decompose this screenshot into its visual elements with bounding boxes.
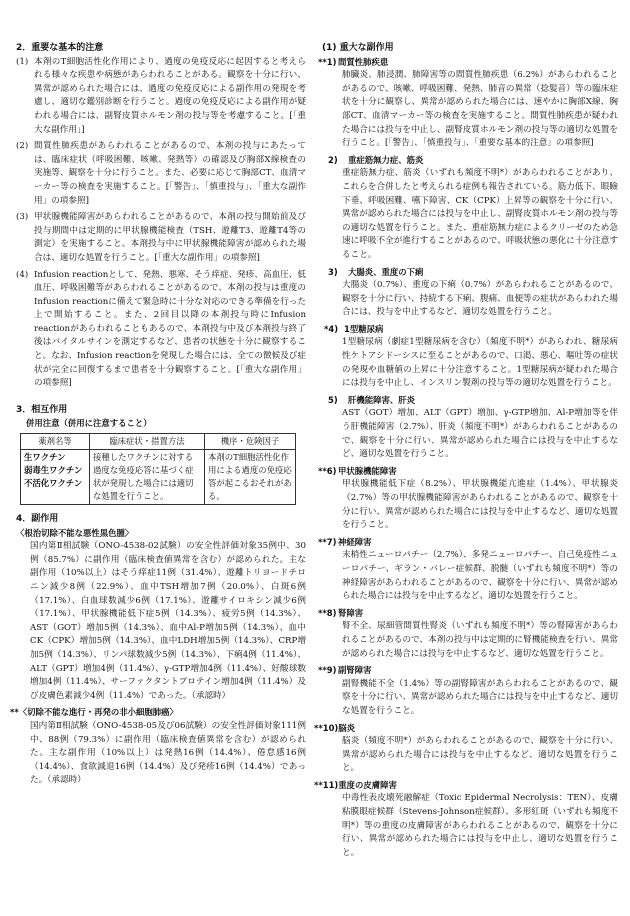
nsclc-subtitle <box>10 706 306 720</box>
item-title: 甲状腺機能障害 <box>338 465 397 476</box>
nsclc-subtitle-text: 〈切除不能な進行・再発の非小細胞肺癌〉 <box>18 707 178 718</box>
item-heading <box>318 323 618 337</box>
item-mark: **10) <box>314 722 339 733</box>
item-text: 末梢性ニューロパチー（2.7%）、多発ニューロパチー、自己免疫性ニューロパチー、ギラン・バレー症候群、脱髄（いずれも頻度不明*）等の神経障害があらわれることがあるので、観察を十分に行い、異常が認められた場合には投与を中止するなど、適切な処置を行うこと。 <box>342 550 618 602</box>
item-text: 1型糖尿病（劇症1型糖尿病を含む）（頻度不明*）があらわれ、糖尿病性ケトアシドーシスに至ることがあるので、口渇、悪心、嘔吐等の症状の発現や血糖値の上昇に十分注意すること。1型糖尿病が疑われた場合には投与を中止し、インスリン製剤の投与等の適切な処置を行うこと。 <box>342 337 618 389</box>
item-text: 中毒性表皮壊死融解症（Toxic Epidermal Necrolysis：TEN）、皮膚粘膜眼症候群（Stevens-Johnson症候群）、多形紅斑（いずれも頻度不明*）等の重度の皮膚障害があらわれることがあるので、観察を十分に行い、異常が認められた場合には投与を中止し、適切な処置を行うこと。 <box>342 793 618 858</box>
item-text: Infusion reactionとして、発熱、悪寒、そう痒症、発疹、高血圧、低血圧、呼吸困難等があらわれることがあるので、本剤の投与は重度のInfusion reactionに備えて緊急時に十分な対応のできる準備を行った上で開始すること。また、2回目以降の本剤投与時にInfusion reactionがあらわれることもあるので、本剤投与中及び本剤投与終了後はバイタルサインを測定するなど、患者の状態を十分に観察すること。なお、Infusion reactionを発現した場合には、全ての徴候及び症状が完全に回復するまで患者を十分観察すること。[「重大な副作用」の項参照] <box>34 269 306 389</box>
adverse-item <box>318 56 618 151</box>
list-item <box>16 211 306 265</box>
item-mark: *4) <box>324 323 339 334</box>
item-heading <box>318 394 618 408</box>
item-heading <box>318 154 618 168</box>
item-text: 重症筋無力症、筋炎（いずれも頻度不明*）があらわれることがあり、これらを合併したと考えられる症例も報告されている。筋力低下、眼瞼下垂、呼吸困難、嚥下障害、CK（CPK）上昇等の観察を十分に行い、異常が認められた場合には投与を中止し、副腎皮質ホルモン剤の投与等の適切な処置を行うこと。また、重症筋無力症によるクリーゼのため急速に呼吸不全が進行することがあるので、呼吸状態の悪化に十分注意すること。 <box>342 168 618 260</box>
item-title: 1型糖尿病 <box>344 323 384 334</box>
item-text: 大腸炎（0.7%）、重度の下痢（0.7%）があらわれることがあるので、観察を十分に行い、持続する下痢、腹痛、血便等の症状があらわれた場合には、投与を中止するなど、適切な処置を行うこと。 <box>342 280 618 318</box>
list-item <box>16 269 306 391</box>
item-text: 副腎機能不全（1.4%）等の副腎障害があらわれることがあるので、観察を十分に行い、異常が認められた場合には投与を中止するなど、適切な処置を行うこと。 <box>342 678 618 716</box>
item-mark: **8) <box>318 607 337 618</box>
item-heading <box>314 722 618 736</box>
adverse-item <box>318 465 618 533</box>
item-title: 肝機能障害、肝炎 <box>348 394 415 405</box>
item-title: 神経障害 <box>338 536 372 547</box>
column-header: 薬剤名等 <box>21 434 90 450</box>
adverse-item <box>318 394 618 462</box>
right-column <box>314 40 618 863</box>
column-header: 機序・危険因子 <box>205 434 296 450</box>
item-text: 間質性肺疾患があらわれることがあるので、本剤の投与にあたっては、臨床症状（呼吸困難、咳嗽、発熱等）の確認及び胸部X線検査の実施等、観察を十分に行うこと。また、必要に応じて胸部CT、血清マーカー等の検査を実施すること。[「警告」、「慎重投与」、「重大な副作用」の項参照] <box>34 141 306 206</box>
adverse-item <box>318 154 618 263</box>
revision-mark: ** <box>10 707 19 718</box>
drug-cell: 生ワクチン 弱毒生ワクチン 不活化ワクチン <box>21 450 90 505</box>
adverse-item <box>318 536 618 604</box>
item-text: 脳炎（頻度不明*）があらわれることがあるので、観察を十分に行い、異常が認められた場合には投与を中止するなど、適切な処置を行うこと。 <box>342 736 618 774</box>
item-title: 腎障害 <box>338 607 364 618</box>
item-number: (3) <box>16 212 29 223</box>
item-number: (2) <box>16 141 29 152</box>
section-3-title: 3．相互作用 <box>16 404 68 415</box>
list-item <box>16 140 306 208</box>
item-heading <box>318 465 618 479</box>
symptom-cell: 接種したワクチンに対する過度な免疫応答に基づく症状が発現した場合には適切な処置を行うこと。 <box>90 450 205 505</box>
item-heading <box>314 779 618 793</box>
section-2-list <box>16 56 306 391</box>
item-heading <box>318 56 618 70</box>
table-row <box>21 450 296 505</box>
interaction-table <box>20 433 296 505</box>
item-mark: 5) <box>328 394 338 405</box>
section-2-title: 2．重要な基本的注意 <box>16 43 104 53</box>
melanoma-subtitle: 〈根治切除不能な悪性黒色腫〉 <box>16 527 134 538</box>
section-3-subtitle: 併用注意（併用に注意すること） <box>26 418 152 429</box>
item-title: 副腎障害 <box>338 665 372 676</box>
nsclc-text: 国内第Ⅱ相試験（ONO-4538-05及び06試験）の安全性評価対象111例中、88例（79.3%）に副作用（臨床検査値異常を含む）が認められた。主な副作用（10%以上）は発熱16例（14.4%）、倦怠感16例（14.4%）、食欲減退16例（14.4%）及び発疹16例（14.4%）であった。（承認時） <box>30 720 306 786</box>
item-text: 甲状腺機能低下症（8.2%）、甲状腺機能亢進症（1.4%）、甲状腺炎（2.7%）等の甲状腺機能障害があらわれることがあるので、観察を十分に行い、異常が認められた場合には投与を中止するなど、適切な処置を行うこと。 <box>342 479 618 531</box>
item-number: (4) <box>16 269 29 280</box>
item-heading <box>318 664 618 678</box>
serious-adverse-title: (1) 重大な副作用 <box>322 43 394 53</box>
item-title: 重度の皮膚障害 <box>338 779 397 790</box>
item-title: 大腸炎、重度の下痢 <box>348 266 424 277</box>
item-text: 肺臓炎、肺浸潤、肺障害等の間質性肺疾患（6.2%）があらわれることがあるので、咳嗽、呼吸困難、発熱、肺音の異常（捻髪音）等の臨床症状を十分に観察し、異常が認められた場合には、速やかに胸部X線、胸部CT、血清マーカー等の検査を実施すること。間質性肺疾患が疑われた場合には投与を中止し、副腎皮質ホルモン剤の投与等の適切な処置を行うこと。[「警告」、「慎重投与」、「重要な基本的注意」の項参照] <box>342 70 618 149</box>
item-text: 腎不全、尿細管間質性腎炎（いずれも頻度不明*）等の腎障害があらわれることがあるので、本剤の投与中は定期的に腎機能検査を行い、異常が認められた場合には投与を中止するなど、適切な処置を行うこと。 <box>342 621 618 659</box>
table-header-row <box>21 434 296 450</box>
adverse-item <box>314 722 618 776</box>
item-number: (1) <box>16 56 29 67</box>
item-mark: **7) <box>318 536 337 547</box>
adverse-item <box>318 266 618 320</box>
mechanism-cell: 本剤のT細胞活性化作用による過度の免疫応答が起こるおそれがある。 <box>205 450 296 505</box>
item-title: 間質性肺疾患 <box>338 56 389 67</box>
section-4-title: 4．副作用 <box>16 514 59 525</box>
column-header: 臨床症状・措置方法 <box>90 434 205 450</box>
item-mark: 3) <box>328 266 338 277</box>
item-mark: 2) <box>328 154 338 165</box>
melanoma-text: 国内第Ⅱ相試験（ONO-4538-02試験）の安全性評価対象35例中、30例（85.7%）に副作用（臨床検査値異常を含む）が認められた。主な副作用（10%以上）はそう痒症11例（31.4%）、遊離トリヨードチロニン減少8例（22.9%）、血中TSH増加7例（20.0%）、白斑6例（17.1%）、白血球数減少6例（17.1%）、遊離サイロキシン減少6例（17.1%）、甲状腺機能低下症5例（14.3%）、疲労5例（14.3%）、AST（GOT）増加5例（14.3%）、血中Al-P増加5例（14.3%）、血中CK（CPK）増加5例（14.3%）、血中LDH増加5例（14.3%）、CRP増加5例（14.3%）、リンパ球数減少5例（14.3%）、下痢4例（11.4%）、ALT（GPT）増加4例（11.4%）、γ-GTP増加4例（11.4%）、好酸球数増加4例（11.4%）、サーファクタントプロテイン増加4例（11.4%）及び皮膚色素減少4例（11.4%）であった。（承認時） <box>30 541 306 701</box>
item-heading <box>318 536 618 550</box>
item-mark: **6) <box>318 465 337 476</box>
left-column <box>10 40 306 791</box>
item-mark: **1) <box>318 56 337 67</box>
item-heading <box>318 266 618 280</box>
item-text: AST（GOT）増加、ALT（GPT）増加、γ-GTP増加、Al-P増加等を伴う肝機能障害（2.7%）、肝炎（頻度不明*）があらわれることがあるので、観察を十分に行い、異常が認められた場合には投与を中止するなど、適切な処置を行うこと。 <box>342 408 618 460</box>
list-item <box>16 56 306 138</box>
adverse-item <box>314 779 618 861</box>
adverse-item <box>318 607 618 661</box>
item-title: 重症筋無力症、筋炎 <box>348 154 424 165</box>
item-mark: **11) <box>314 779 339 790</box>
item-title: 脳炎 <box>338 722 355 733</box>
adverse-item <box>318 664 618 718</box>
item-heading <box>318 607 618 621</box>
item-text: 甲状腺機能障害があらわれることがあるので、本剤の投与開始前及び投与期間中は定期的に甲状腺機能検査（TSH、遊離T3、遊離T4等の測定）を実施すること。本剤投与中に甲状腺機能障害が認められた場合は、適切な処置を行うこと。[「重大な副作用」の項参照] <box>34 212 306 263</box>
item-mark: **9) <box>318 665 337 676</box>
item-text: 本剤のT細胞活性化作用により、過度の免疫反応に起因すると考えられる様々な疾患や病態があらわれることがある。観察を十分に行い、異常が認められた場合には、過度の免疫反応による副作用の発現を考慮し、適切な鑑別診断を行うこと。過度の免疫反応による副作用が疑われる場合には、副腎皮質ホルモン剤の投与等を考慮すること。[「重大な副作用」] <box>34 56 306 135</box>
adverse-item <box>318 323 618 391</box>
